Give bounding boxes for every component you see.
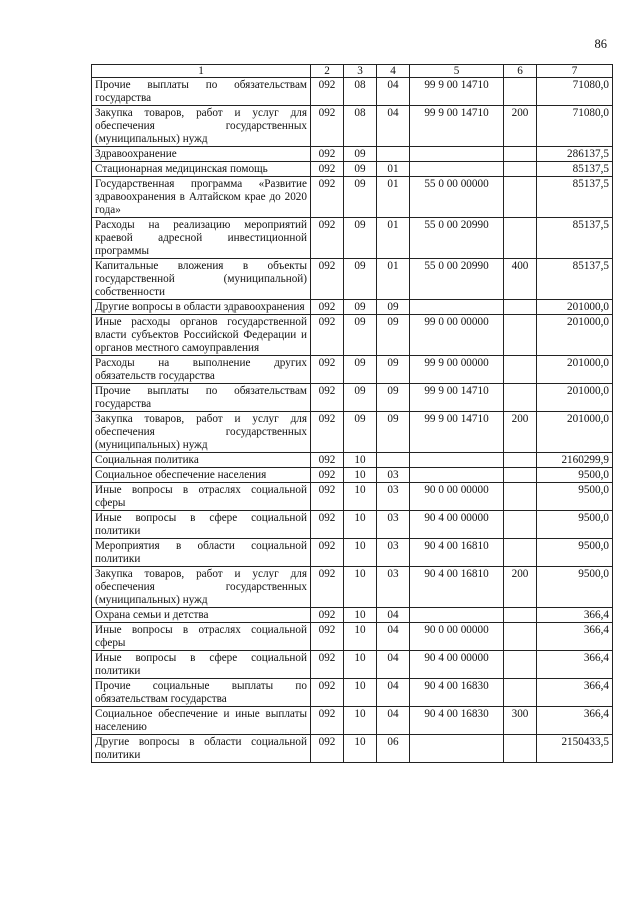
row-section-code: 09 xyxy=(344,218,377,259)
row-amount: 85137,5 xyxy=(537,218,613,259)
row-target-article: 90 4 00 16810 xyxy=(410,567,504,608)
row-section-code: 09 xyxy=(344,384,377,412)
row-admin-code: 092 xyxy=(311,412,344,453)
row-name: Стационарная медицинская помощь xyxy=(92,162,311,177)
row-amount: 366,4 xyxy=(537,707,613,735)
row-subsection-code: 01 xyxy=(377,259,410,300)
row-name: Иные вопросы в отраслях социальной сферы xyxy=(92,483,311,511)
row-name: Капитальные вложения в объекты государственной (муниципальной) собственности xyxy=(92,259,311,300)
row-target-article: 99 0 00 00000 xyxy=(410,315,504,356)
table-row xyxy=(92,483,613,511)
row-expense-type xyxy=(504,468,537,483)
row-target-article: 99 9 00 14710 xyxy=(410,384,504,412)
row-target-article: 55 0 00 20990 xyxy=(410,259,504,300)
row-admin-code: 092 xyxy=(311,300,344,315)
row-amount: 85137,5 xyxy=(537,177,613,218)
row-name: Здравоохранение xyxy=(92,147,311,162)
row-name: Прочие социальные выплаты по обязательствам государства xyxy=(92,679,311,707)
row-section-code: 10 xyxy=(344,511,377,539)
table-row xyxy=(92,162,613,177)
row-expense-type: 400 xyxy=(504,259,537,300)
row-section-code: 10 xyxy=(344,567,377,608)
row-amount: 85137,5 xyxy=(537,162,613,177)
row-target-article: 55 0 00 20990 xyxy=(410,218,504,259)
row-section-code: 10 xyxy=(344,539,377,567)
row-expense-type xyxy=(504,623,537,651)
row-name: Охрана семьи и детства xyxy=(92,608,311,623)
table-body xyxy=(92,78,613,763)
row-section-code: 10 xyxy=(344,453,377,468)
row-expense-type xyxy=(504,483,537,511)
row-target-article: 90 4 00 00000 xyxy=(410,651,504,679)
row-expense-type xyxy=(504,539,537,567)
row-amount: 366,4 xyxy=(537,623,613,651)
row-section-code: 10 xyxy=(344,707,377,735)
row-target-article: 90 0 00 00000 xyxy=(410,623,504,651)
row-section-code: 10 xyxy=(344,735,377,763)
row-admin-code: 092 xyxy=(311,539,344,567)
row-target-article: 90 4 00 16830 xyxy=(410,707,504,735)
table-row xyxy=(92,300,613,315)
row-target-article: 99 9 00 14710 xyxy=(410,106,504,147)
row-subsection-code: 09 xyxy=(377,384,410,412)
row-name: Закупка товаров, работ и услуг для обеспечения государственных (муниципальных) нужд xyxy=(92,412,311,453)
row-subsection-code: 04 xyxy=(377,707,410,735)
row-name: Иные вопросы в отраслях социальной сферы xyxy=(92,623,311,651)
row-target-article xyxy=(410,162,504,177)
row-admin-code: 092 xyxy=(311,608,344,623)
row-expense-type: 300 xyxy=(504,707,537,735)
column-header-3: 3 xyxy=(344,65,377,78)
row-admin-code: 092 xyxy=(311,356,344,384)
row-expense-type xyxy=(504,218,537,259)
row-admin-code: 092 xyxy=(311,707,344,735)
row-expense-type xyxy=(504,78,537,106)
row-name: Социальное обеспечение населения xyxy=(92,468,311,483)
row-section-code: 10 xyxy=(344,608,377,623)
row-section-code: 10 xyxy=(344,483,377,511)
row-subsection-code: 04 xyxy=(377,78,410,106)
row-expense-type: 200 xyxy=(504,106,537,147)
row-target-article: 99 9 00 14710 xyxy=(410,78,504,106)
row-expense-type xyxy=(504,735,537,763)
table-row xyxy=(92,608,613,623)
row-admin-code: 092 xyxy=(311,453,344,468)
row-admin-code: 092 xyxy=(311,259,344,300)
row-name: Иные расходы органов государственной власти субъектов Российской Федерации и органов местного самоуправления xyxy=(92,315,311,356)
row-subsection-code: 04 xyxy=(377,106,410,147)
column-header-6: 6 xyxy=(504,65,537,78)
row-section-code: 08 xyxy=(344,106,377,147)
row-subsection-code: 09 xyxy=(377,356,410,384)
row-section-code: 09 xyxy=(344,300,377,315)
row-section-code: 10 xyxy=(344,679,377,707)
row-name: Прочие выплаты по обязательствам государства xyxy=(92,78,311,106)
row-target-article: 99 9 00 14710 xyxy=(410,412,504,453)
row-admin-code: 092 xyxy=(311,651,344,679)
row-amount: 201000,0 xyxy=(537,384,613,412)
column-header-2: 2 xyxy=(311,65,344,78)
row-subsection-code: 09 xyxy=(377,412,410,453)
row-subsection-code: 03 xyxy=(377,539,410,567)
row-amount: 286137,5 xyxy=(537,147,613,162)
row-name: Государственная программа «Развитие здравоохранения в Алтайском крае до 2020 года» xyxy=(92,177,311,218)
row-amount: 9500,0 xyxy=(537,539,613,567)
row-expense-type xyxy=(504,384,537,412)
row-subsection-code: 09 xyxy=(377,315,410,356)
row-amount: 2160299,9 xyxy=(537,453,613,468)
row-subsection-code: 01 xyxy=(377,162,410,177)
row-amount: 201000,0 xyxy=(537,412,613,453)
row-name: Иные вопросы в сфере социальной политики xyxy=(92,511,311,539)
row-subsection-code: 04 xyxy=(377,608,410,623)
table-row xyxy=(92,468,613,483)
row-name: Закупка товаров, работ и услуг для обеспечения государственных (муниципальных) нужд xyxy=(92,567,311,608)
row-subsection-code: 03 xyxy=(377,511,410,539)
row-admin-code: 092 xyxy=(311,162,344,177)
row-expense-type: 200 xyxy=(504,412,537,453)
table-header-row xyxy=(92,65,613,78)
row-subsection-code: 09 xyxy=(377,300,410,315)
table-row xyxy=(92,356,613,384)
row-name: Прочие выплаты по обязательствам государства xyxy=(92,384,311,412)
row-section-code: 10 xyxy=(344,468,377,483)
row-admin-code: 092 xyxy=(311,315,344,356)
row-section-code: 08 xyxy=(344,78,377,106)
row-admin-code: 092 xyxy=(311,623,344,651)
row-subsection-code xyxy=(377,453,410,468)
budget-table xyxy=(91,64,613,763)
row-subsection-code: 01 xyxy=(377,177,410,218)
row-admin-code: 092 xyxy=(311,735,344,763)
row-expense-type xyxy=(504,651,537,679)
row-expense-type: 200 xyxy=(504,567,537,608)
row-admin-code: 092 xyxy=(311,567,344,608)
row-amount: 2150433,5 xyxy=(537,735,613,763)
table-row xyxy=(92,453,613,468)
row-admin-code: 092 xyxy=(311,483,344,511)
row-expense-type xyxy=(504,453,537,468)
row-target-article xyxy=(410,735,504,763)
row-section-code: 10 xyxy=(344,623,377,651)
row-section-code: 09 xyxy=(344,315,377,356)
row-expense-type xyxy=(504,177,537,218)
row-target-article xyxy=(410,608,504,623)
row-amount: 366,4 xyxy=(537,679,613,707)
row-expense-type xyxy=(504,147,537,162)
row-amount: 366,4 xyxy=(537,608,613,623)
row-expense-type xyxy=(504,608,537,623)
row-name: Закупка товаров, работ и услуг для обеспечения государственных (муниципальных) нужд xyxy=(92,106,311,147)
row-subsection-code: 04 xyxy=(377,623,410,651)
row-amount: 85137,5 xyxy=(537,259,613,300)
row-name: Социальная политика xyxy=(92,453,311,468)
row-name: Расходы на выполнение других обязательств государства xyxy=(92,356,311,384)
table-row xyxy=(92,218,613,259)
row-section-code: 09 xyxy=(344,162,377,177)
row-target-article: 90 4 00 16810 xyxy=(410,539,504,567)
row-amount: 201000,0 xyxy=(537,356,613,384)
row-amount: 9500,0 xyxy=(537,483,613,511)
row-target-article: 55 0 00 00000 xyxy=(410,177,504,218)
row-section-code: 09 xyxy=(344,259,377,300)
row-expense-type xyxy=(504,356,537,384)
row-target-article xyxy=(410,453,504,468)
row-name: Расходы на реализацию мероприятий краевой адресной инвестиционной программы xyxy=(92,218,311,259)
row-target-article: 90 4 00 00000 xyxy=(410,511,504,539)
row-subsection-code: 03 xyxy=(377,468,410,483)
row-amount: 71080,0 xyxy=(537,78,613,106)
row-amount: 201000,0 xyxy=(537,315,613,356)
row-expense-type xyxy=(504,679,537,707)
row-subsection-code: 03 xyxy=(377,483,410,511)
row-admin-code: 092 xyxy=(311,106,344,147)
table-row xyxy=(92,384,613,412)
row-admin-code: 092 xyxy=(311,511,344,539)
row-subsection-code: 04 xyxy=(377,679,410,707)
row-subsection-code: 06 xyxy=(377,735,410,763)
row-target-article: 99 9 00 00000 xyxy=(410,356,504,384)
row-amount: 9500,0 xyxy=(537,511,613,539)
row-admin-code: 092 xyxy=(311,177,344,218)
column-header-5: 5 xyxy=(410,65,504,78)
row-target-article: 90 0 00 00000 xyxy=(410,483,504,511)
row-name: Социальное обеспечение и иные выплаты населению xyxy=(92,707,311,735)
row-name: Другие вопросы в области здравоохранения xyxy=(92,300,311,315)
column-header-1: 1 xyxy=(92,65,311,78)
table-row xyxy=(92,567,613,608)
row-section-code: 09 xyxy=(344,412,377,453)
table-row xyxy=(92,315,613,356)
row-target-article: 90 4 00 16830 xyxy=(410,679,504,707)
table-row xyxy=(92,735,613,763)
row-section-code: 09 xyxy=(344,356,377,384)
column-header-4: 4 xyxy=(377,65,410,78)
row-expense-type xyxy=(504,162,537,177)
row-name: Мероприятия в области социальной политики xyxy=(92,539,311,567)
row-admin-code: 092 xyxy=(311,468,344,483)
row-expense-type xyxy=(504,511,537,539)
row-amount: 366,4 xyxy=(537,651,613,679)
row-admin-code: 092 xyxy=(311,679,344,707)
row-amount: 201000,0 xyxy=(537,300,613,315)
page-number: 86 xyxy=(594,37,607,51)
table-row xyxy=(92,259,613,300)
row-section-code: 09 xyxy=(344,177,377,218)
table-row xyxy=(92,707,613,735)
row-admin-code: 092 xyxy=(311,384,344,412)
row-expense-type xyxy=(504,300,537,315)
table-row xyxy=(92,147,613,162)
row-name: Иные вопросы в сфере социальной политики xyxy=(92,651,311,679)
table-row xyxy=(92,412,613,453)
row-admin-code: 092 xyxy=(311,147,344,162)
row-subsection-code: 01 xyxy=(377,218,410,259)
row-target-article xyxy=(410,468,504,483)
row-subsection-code: 04 xyxy=(377,651,410,679)
row-expense-type xyxy=(504,315,537,356)
table-row xyxy=(92,539,613,567)
table-row xyxy=(92,177,613,218)
row-subsection-code: 03 xyxy=(377,567,410,608)
row-admin-code: 092 xyxy=(311,218,344,259)
table-row xyxy=(92,679,613,707)
row-amount: 9500,0 xyxy=(537,567,613,608)
table-row xyxy=(92,78,613,106)
row-section-code: 09 xyxy=(344,147,377,162)
row-admin-code: 092 xyxy=(311,78,344,106)
row-subsection-code xyxy=(377,147,410,162)
row-name: Другие вопросы в области социальной политики xyxy=(92,735,311,763)
row-target-article xyxy=(410,147,504,162)
row-amount: 9500,0 xyxy=(537,468,613,483)
table-row xyxy=(92,106,613,147)
table-row xyxy=(92,623,613,651)
row-target-article xyxy=(410,300,504,315)
row-amount: 71080,0 xyxy=(537,106,613,147)
row-section-code: 10 xyxy=(344,651,377,679)
table-row xyxy=(92,651,613,679)
column-header-7: 7 xyxy=(537,65,613,78)
table-row xyxy=(92,511,613,539)
